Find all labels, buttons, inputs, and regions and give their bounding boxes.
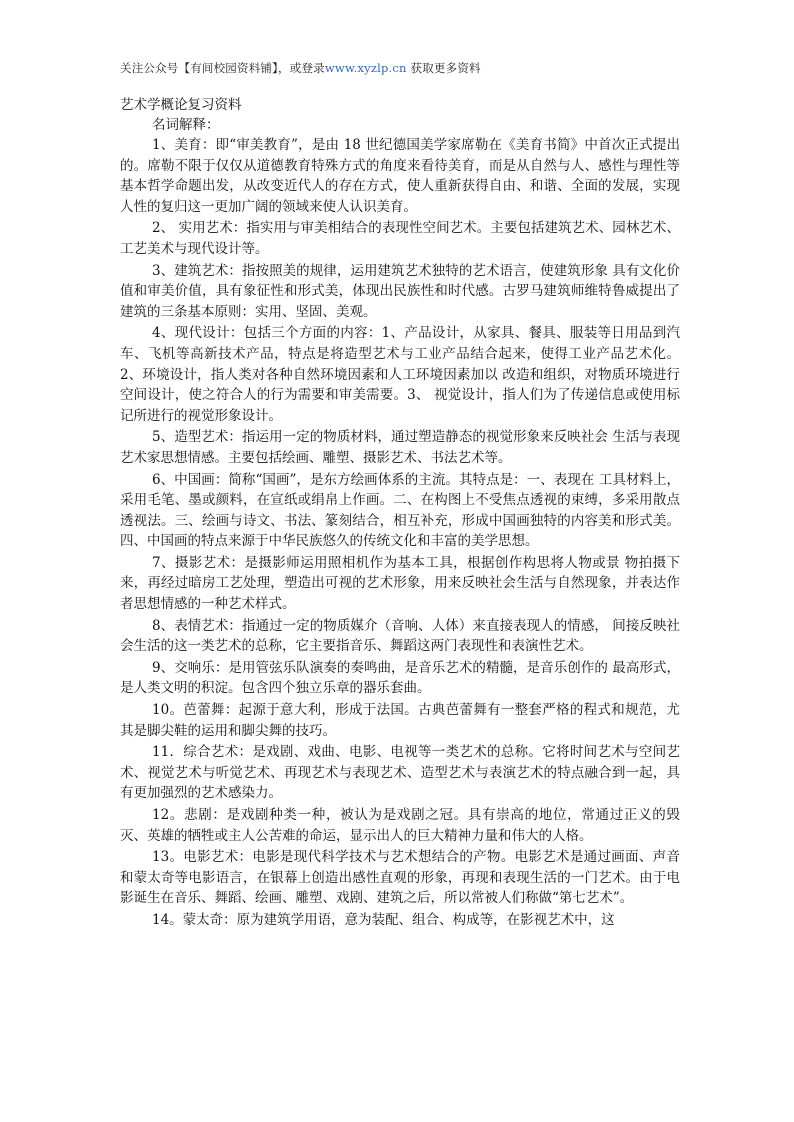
document-title: 艺术学概论复习资料 xyxy=(120,97,242,113)
entry-7-sheying-yishu: 7、摄影艺术：是摄影师运用照相机作为基本工具，根据创作构思将人物或景 物拍摄下来，再经过暗房工艺处理，塑造出可视的艺术形象，用来反映社会生活与自然现象，并表达作者思想情感的一种艺术样式。 xyxy=(120,554,680,613)
entry-9-jiaoxiangyue: 9、交响乐：是用管弦乐队演奏的奏鸣曲，是音乐艺术的精髓，是音乐创作的 最高形式，是人类文明的积淀。包含四个独立乐章的器乐套曲。 xyxy=(120,659,680,697)
entry-11-zonghe-yishu: 11．综合艺术：是戏剧、戏曲、电影、电视等一类艺术的总称。它将时间艺术与空间艺术、视觉艺术与听觉艺术、再现艺术与表现艺术、造型艺术与表演艺术的特点融合到一起，具有更加强烈的艺术感染力。 xyxy=(120,744,680,802)
header-suffix-text: 获取更多资料 xyxy=(406,61,481,75)
entry-8-biaoqing-yishu: 8、表情艺术：指通过一定的物质媒介（音响、人体）来直接表现人的情感， 间接反映社会生活的这一类艺术的总称，它主要指音乐、舞蹈这两门表现性和表演性艺术。 xyxy=(120,617,680,655)
entry-12-beiju: 12。悲剧：是戏剧种类一种，被认为是戏剧之冠。具有崇高的地位，常通过正义的毁灭、英雄的牺牲或主人公苦难的命运，显示出人的巨大精神力量和伟大的人格。 xyxy=(120,807,680,844)
header-prefix-text: 关注公众号【有间校园资料铺】，或登录 xyxy=(120,61,325,75)
entry-1-meiyu: 1、美育：即“审美教育”，是由 18 世纪德国美学家席勒在《美育书简》中首次正式提出的。席勒不限于仅仅从道德教育特殊方式的角度来看待美育，而是从自然与人、感性与理性等基本哲学命题出发，从改变近代人的存在方式，使人重新获得自由、和谐、全面的发展，实现人性的复归这一更加广阔的领域来使人认识美育。 xyxy=(120,137,680,215)
document-body xyxy=(120,95,680,932)
website-link[interactable]: www.xyzlp.cn xyxy=(324,61,407,75)
entry-3-jianzhu-yishu: 3、建筑艺术：指按照美的规律，运用建筑艺术独特的艺术语言，使建筑形象 具有文化价值和审美价值，具有象征性和形式美，体现出民族性和时代感。古罗马建筑师维特鲁威提出了建筑的三条基本原则：实用、坚固、美观。 xyxy=(120,262,680,320)
entry-6-zhongguohua: 6、中国画：简称“国画”，是东方绘画体系的主流。其特点是：一、表现在 工具材料上，采用毛笔、墨或颜料，在宣纸或绢帛上作画。二、在构图上不受焦点透视的束缚，多采用散点透视法。三、绘画与诗文、书法、篆刻结合，相互补充，形成中国画独特的内容美和形式美。四、中国画的特点来源于中华民族悠久的传统文化和丰富的美学思想。 xyxy=(120,471,680,550)
entry-13-dianying-yishu: 13。电影艺术：电影是现代科学技术与艺术想结合的产物。电影艺术是通过画面、声音和蒙太奇等电影语言，在银幕上创造出感性直观的形象，再现和表现生活的一门艺术。由于电影诞生在音乐、舞蹈、绘画、雕塑、戏剧、建筑之后，所以常被人们称做“第七艺术”。 xyxy=(120,849,680,907)
entry-2-shiyong-yishu: 2、 实用艺术：指实用与审美相结合的表现性空间艺术。主要包括建筑艺术、园林艺术、工艺美术与现代设计等。 xyxy=(120,220,680,257)
entry-10-baleiwu: 10。芭蕾舞：起源于意大利，形成于法国。古典芭蕾舞有一整套严格的程式和规范，尤其是脚尖鞋的运用和脚尖舞的技巧。 xyxy=(120,702,680,739)
section-label: 名词解释： xyxy=(152,117,220,133)
entry-5-zaoxing-yishu: 5、造型艺术：指运用一定的物质材料，通过塑造静态的视觉形象来反映社会 生活与表现艺术家思想情感。主要包括绘画、雕塑、摄影艺术、书法艺术等。 xyxy=(120,429,680,466)
page-header xyxy=(120,60,481,76)
entry-14-mengtaiqi: 14。蒙太奇：原为建筑学用语，意为装配、组合、构成等，在影视艺术中，这 xyxy=(152,911,615,928)
entry-4-xiandai-sheji: 4、现代设计：包括三个方面的内容：1、产品设计，从家具、餐具、服装等日用品到汽车、飞机等高新技术产品，特点是将造型艺术与工业产品结合起来，使得工业产品艺术化。2、环境设计，指人类对各种自然环境因素和人工环境因素加以 改造和组织，对物质环境进行空间设计，使之符合人的行为需要和审美需要。3、 视觉设计，指人们为了传递信息或使用标记所进行的视觉形象设计。 xyxy=(120,325,680,424)
